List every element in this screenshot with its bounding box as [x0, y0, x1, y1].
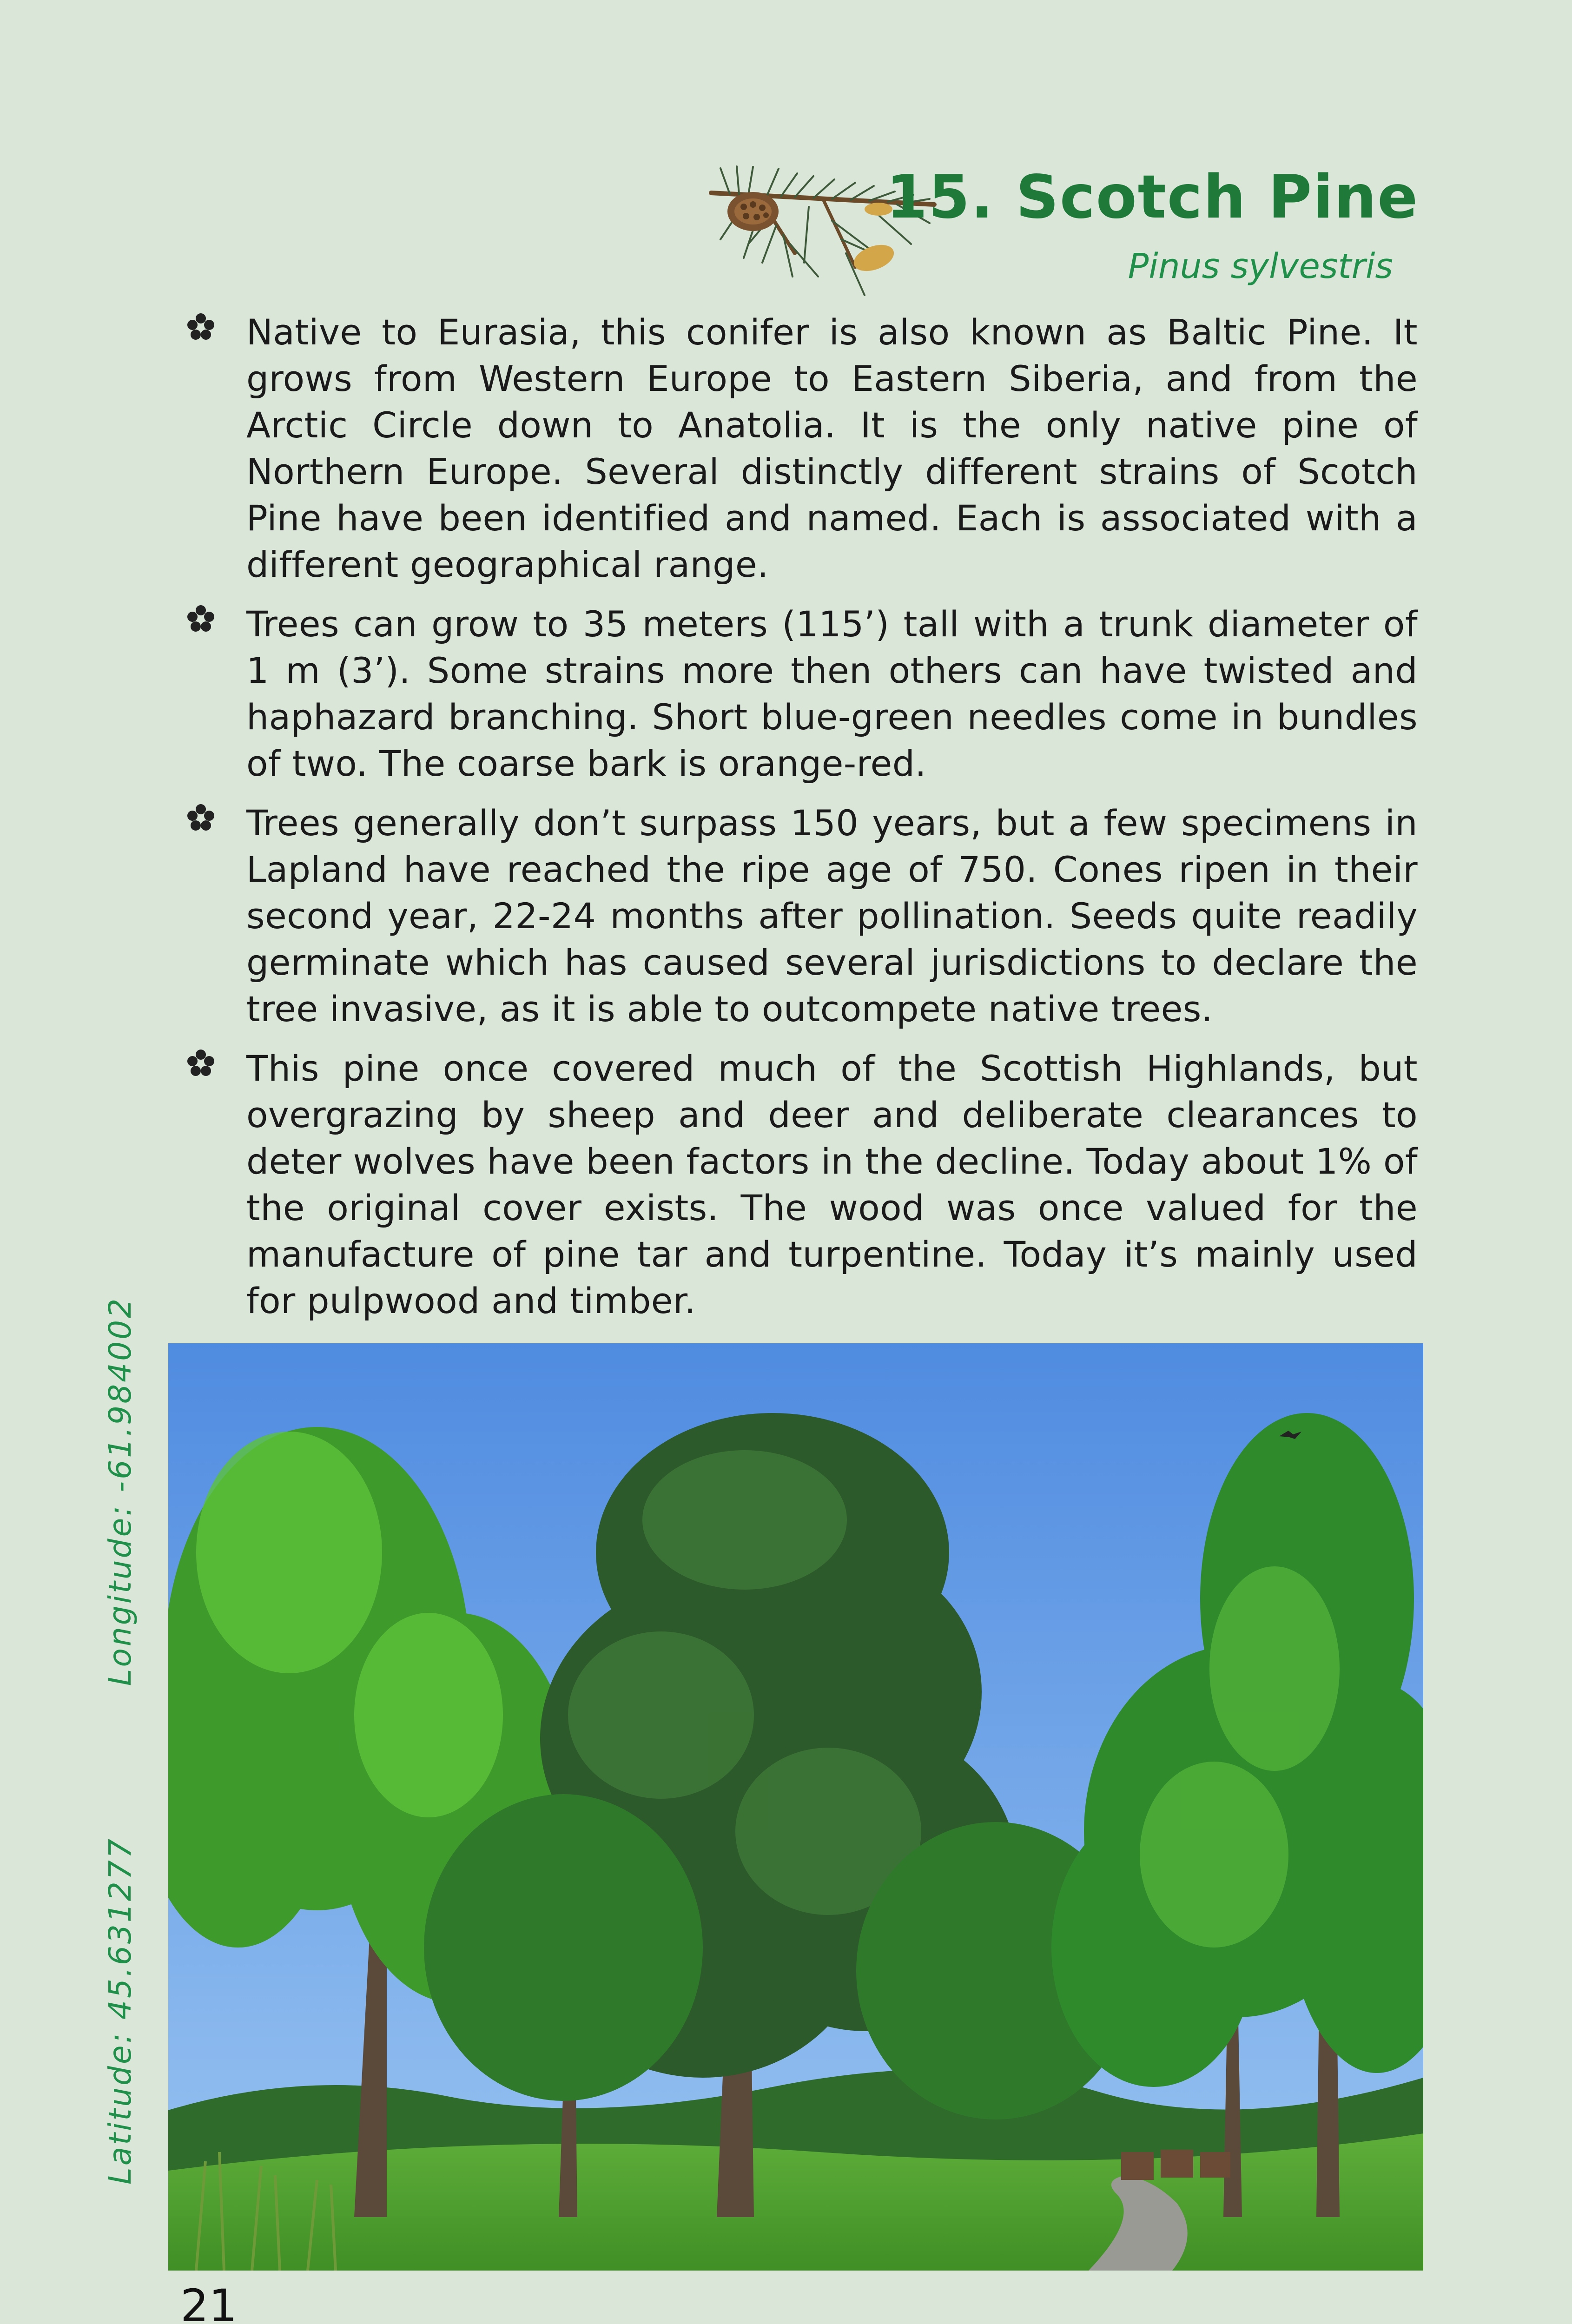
flower-bullet-icon [186, 1048, 216, 1078]
list-item [186, 309, 1418, 588]
flower-bullet-icon [186, 803, 216, 832]
list-item [186, 800, 1418, 1032]
gps-coordinates [102, 1297, 138, 2185]
flower-bullet-icon [186, 604, 216, 634]
list-item [186, 601, 1418, 787]
fact-text: Trees can grow to 35 meters (115’) tall with a trunk diameter of 1 m (3’). Some strains more then others can have twisted and haphazard branching. Short blue-green needles come in bundles of two. The coarse bark is orange-red. [246, 603, 1418, 784]
list-item [186, 1045, 1418, 1324]
fact-text: Native to Eurasia, this conifer is also known as Baltic Pine. It grows from Western Europe to Eastern Siberia, and from the Arctic Circle down to Anatolia. It is the only native pine of Northern Europe. Several distinctly different strains of Scotch Pine have been identified and named. Each is associated with a different geographical range. [246, 311, 1418, 585]
fact-list [186, 309, 1418, 1337]
scotch-pine-photo [168, 1343, 1423, 2271]
flower-bullet-icon [186, 312, 216, 342]
latitude-label: Latitude: 45.631277 [102, 1837, 138, 2185]
fact-text: This pine once covered much of the Scottish Highlands, but overgrazing by sheep and deer and deliberate clearances to deter wolves have been factors in the decline. Today about 1% of the original cover exists. The wood was once valued for the manufacture of pine tar and turpentine. Today it’s mainly used for pulpwood and timber. [246, 1048, 1418, 1321]
page-number: 21 [180, 2280, 238, 2324]
scientific-name: Pinus sylvestris [1128, 246, 1393, 286]
page-title: 15. Scotch Pine [886, 163, 1419, 232]
longitude-label: Longitude: -61.984002 [102, 1296, 138, 1686]
fact-text: Trees generally don’t surpass 150 years, but a few specimens in Lapland have reached the ripe age of 750. Cones ripen in their second year, 22-24 months after pollination. Seeds quite readily germinate which has caused several jurisdictions to declare the tree invasive, as it is able to outcompete native trees. [246, 802, 1418, 1030]
